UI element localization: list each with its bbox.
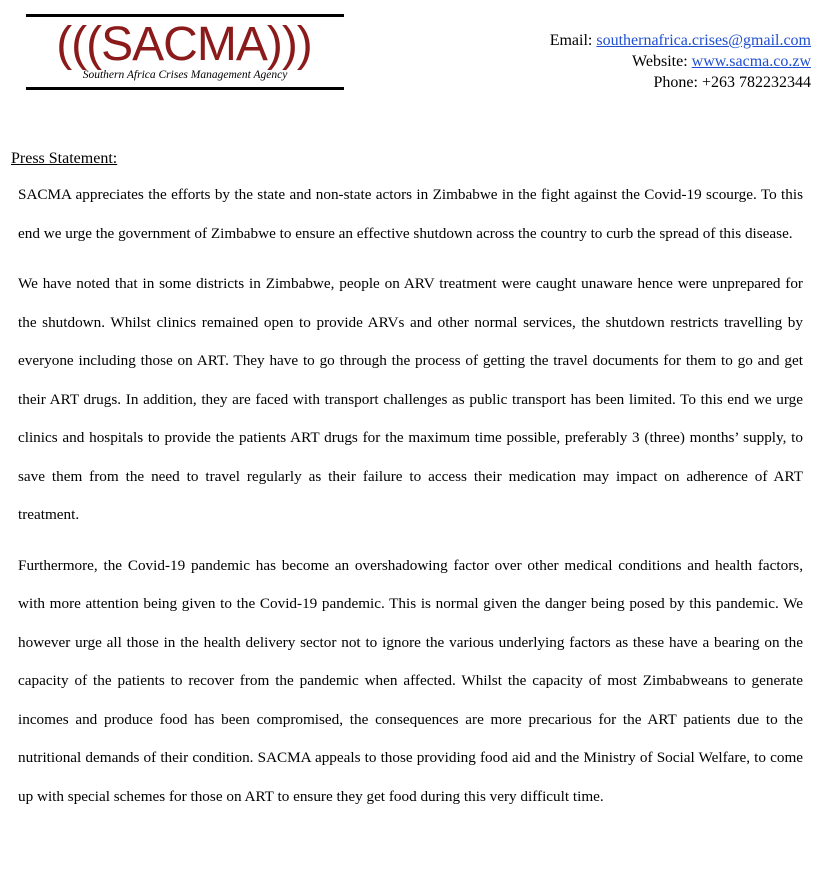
paragraph-1: SACMA appreciates the efforts by the state and non-state actors in Zimbabwe in the fight against the Covid-19 scourge. To this end we urge the government of Zimbabwe to ensure an effective shutdown across the country to curb the spread of this disease.	[18, 186, 803, 242]
website-label: Website:	[632, 53, 692, 70]
logo-top-rule	[26, 14, 344, 17]
phone-value: +263 782232344	[701, 74, 811, 91]
contact-details	[550, 30, 811, 93]
sacma-logo	[26, 14, 346, 90]
logo-wordmark: (((SACMA)))	[56, 18, 312, 71]
phone-label: Phone:	[653, 74, 702, 91]
statement-body	[18, 176, 803, 828]
email-row	[550, 30, 811, 51]
email-label: Email:	[549, 32, 597, 49]
email-link[interactable]: southernafrica.crises@gmail.com	[596, 32, 811, 49]
phone-row	[550, 72, 811, 93]
website-row	[550, 51, 811, 72]
logo-bottom-rule	[26, 87, 344, 90]
page-title: Press Statement:	[11, 150, 118, 167]
paragraph-3: Furthermore, the Covid-19 pandemic has become an overshadowing factor over other medical conditions and health factors, with more attention being given to the Covid-19 pandemic. This is normal given the danger being posed by this pandemic. We however urge all those in the health delivery sector not to ignore the various underlying factors as these have a bearing on the capacity of the patients to recover from the pandemic when affected. Whilst the capacity of most Zimbabweans to generate incomes and produce food has been compromised, the consequences are more precarious for the ART patients due to the nutritional demands of their condition. SACMA appeals to those providing food aid and the Ministry of Social Welfare, to come up with special schemes for those on ART to ensure they get food during this very difficult time.	[18, 556, 803, 805]
paragraph-2: We have noted that in some districts in Zimbabwe, people on ARV treatment were caught unaware hence were unprepared for the shutdown. Whilst clinics remained open to provide ARVs and other normal services, the shutdown restricts travelling by everyone including those on ART. They have to go through the process of getting the travel documents for them to go and get their ART drugs. In addition, they are faced with transport challenges as public transport has been limited. To this end we urge clinics and hospitals to provide the patients ART drugs for the maximum time possible, preferably 3 (three) months’ supply, to save them from the need to travel regularly as their failure to access their medication may impact on adherence of ART treatment.	[18, 275, 803, 523]
logo-tagline: Southern Africa Crises Management Agency	[82, 69, 288, 81]
website-link[interactable]: www.sacma.co.zw	[691, 53, 811, 70]
